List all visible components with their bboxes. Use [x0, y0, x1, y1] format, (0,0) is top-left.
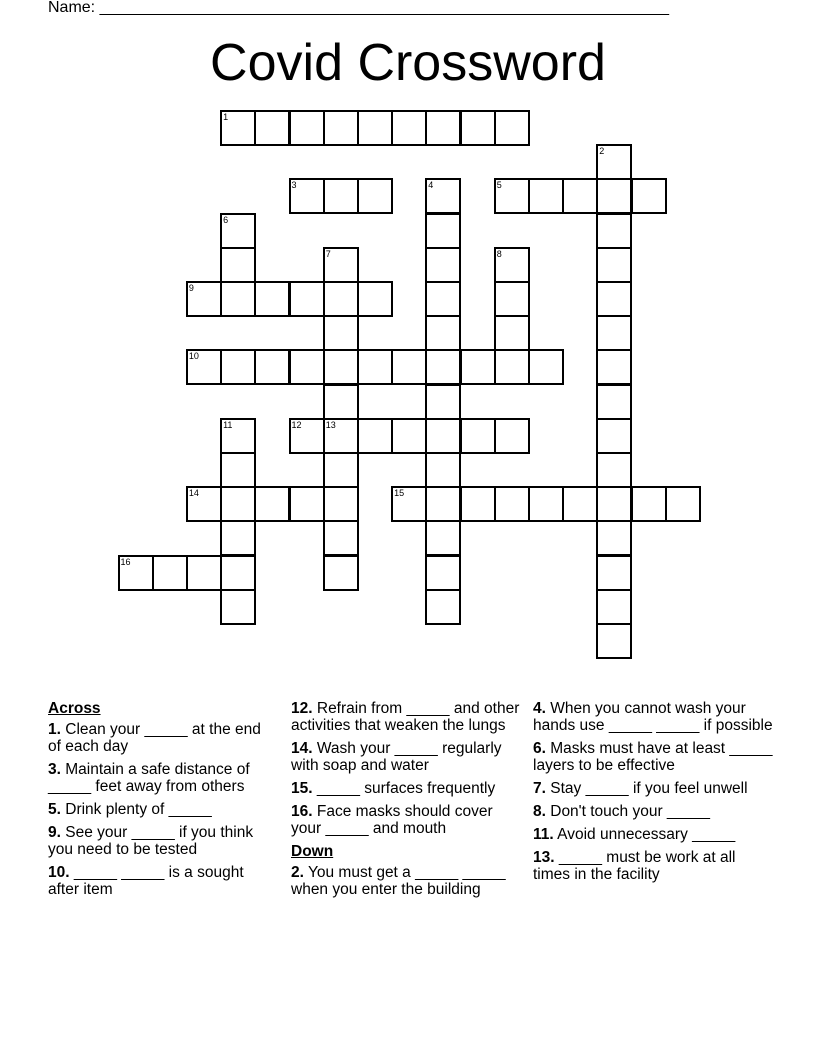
clue-text: Maintain a safe distance of _____ feet away from others	[48, 761, 250, 795]
clue-number: 6	[223, 214, 229, 225]
grid-cell[interactable]	[220, 247, 256, 283]
name-line[interactable]: Name: ________________________________________________________________	[48, 0, 670, 16]
grid-cell[interactable]	[425, 589, 461, 625]
clue-number-label: 4.	[533, 700, 546, 717]
grid-cell[interactable]	[323, 418, 359, 454]
grid-cell[interactable]	[118, 555, 154, 591]
grid-cell[interactable]	[528, 178, 564, 214]
clue-number-label: 16.	[291, 803, 313, 820]
clue-number: 9	[188, 283, 194, 293]
clue-number-label: 15.	[291, 780, 313, 797]
clue-number-label: 5.	[48, 801, 61, 818]
grid-cell[interactable]	[596, 555, 632, 591]
grid-cell[interactable]	[323, 281, 359, 317]
clue-text: _____ _____ is a sought after item	[48, 864, 244, 898]
clue-text: _____ must be work at all times in the facility	[533, 849, 736, 883]
clue-column-2	[291, 700, 526, 904]
grid-cell[interactable]	[528, 486, 564, 522]
clue-number-label: 10.	[48, 864, 70, 881]
clue-number: 11	[223, 419, 233, 430]
grid-cell[interactable]	[323, 110, 359, 146]
grid-cell[interactable]	[357, 281, 393, 317]
clue-number: 8	[496, 248, 502, 259]
clue	[48, 864, 278, 898]
grid-cell[interactable]	[186, 555, 222, 591]
clue-number-label: 1.	[48, 721, 61, 738]
grid-cell[interactable]	[152, 555, 188, 591]
grid-cell[interactable]	[596, 315, 632, 351]
grid-cell[interactable]	[357, 178, 393, 214]
grid-cell[interactable]	[631, 178, 667, 214]
grid-cell[interactable]	[494, 110, 530, 146]
grid-cell[interactable]	[562, 486, 598, 522]
grid-cell[interactable]	[494, 247, 530, 283]
clue	[533, 849, 773, 883]
clue-number: 16	[120, 556, 131, 567]
clue-text: Refrain from _____ and other activities that weaken the lungs	[291, 700, 520, 734]
grid-cell[interactable]	[220, 486, 256, 522]
grid-cell[interactable]	[494, 349, 530, 385]
grid-cell[interactable]	[323, 486, 359, 522]
grid-cell[interactable]	[425, 486, 461, 522]
clue-number: 2	[599, 146, 605, 157]
grid-cell[interactable]	[323, 247, 359, 283]
clue-number: 12	[291, 419, 302, 430]
grid-cell[interactable]	[425, 247, 461, 283]
grid-cell[interactable]	[220, 589, 256, 625]
grid-cell[interactable]	[289, 281, 325, 317]
grid-cell[interactable]	[220, 452, 256, 488]
grid-cell[interactable]	[596, 247, 632, 283]
grid-cell[interactable]	[220, 349, 256, 385]
grid-cell[interactable]	[596, 623, 632, 659]
clue-text: Masks must have at least _____ layers to be effective	[533, 740, 773, 774]
grid-cell[interactable]	[631, 486, 667, 522]
grid-cell[interactable]	[596, 384, 632, 420]
clue-column-3	[533, 700, 773, 889]
grid-cell[interactable]	[460, 349, 496, 385]
clue	[533, 803, 773, 820]
grid-cell[interactable]	[460, 486, 496, 522]
grid-cell[interactable]	[323, 315, 359, 351]
grid-cell[interactable]	[596, 281, 632, 317]
grid-cell[interactable]	[425, 281, 461, 317]
page-title: Covid Crossword	[210, 34, 606, 92]
clue-number: 5	[496, 180, 502, 191]
clue-number: 14	[188, 488, 199, 499]
grid-cell[interactable]	[357, 349, 393, 385]
clue	[291, 740, 526, 774]
grid-cell[interactable]	[460, 418, 496, 454]
grid-cell[interactable]	[425, 349, 461, 385]
grid-cell[interactable]	[494, 315, 530, 351]
grid-cell[interactable]	[323, 452, 359, 488]
grid-cell[interactable]	[220, 213, 256, 249]
clue-number: 13	[325, 419, 336, 430]
grid-cell[interactable]	[220, 418, 256, 454]
grid-cell[interactable]	[357, 110, 393, 146]
grid-cell[interactable]	[562, 178, 598, 214]
clue-text: Avoid unnecessary _____	[553, 826, 736, 843]
grid-cell[interactable]	[289, 110, 325, 146]
grid-cell[interactable]	[665, 486, 701, 522]
grid-cell[interactable]	[596, 213, 632, 249]
clue-number-label: 13.	[533, 849, 555, 866]
clue-number-label: 14.	[291, 740, 313, 757]
grid-cell[interactable]	[596, 178, 632, 214]
clue	[533, 826, 773, 843]
grid-cell[interactable]	[425, 418, 461, 454]
grid-cell[interactable]	[220, 110, 256, 146]
clue-number-label: 9.	[48, 824, 61, 841]
clue	[48, 761, 278, 795]
grid-cell[interactable]	[289, 418, 325, 454]
grid-cell[interactable]	[323, 349, 359, 385]
grid-cell[interactable]	[391, 418, 427, 454]
grid-cell[interactable]	[391, 486, 427, 522]
clue-text: See your _____ if you think you need to be tested	[48, 824, 254, 858]
clue-number-label: 8.	[533, 803, 546, 820]
clue-number-label: 7.	[533, 780, 546, 797]
clue-text: Wash your _____ regularly with soap and water	[291, 740, 502, 774]
clue-number: 1	[223, 112, 229, 122]
clue	[48, 801, 278, 818]
grid-cell[interactable]	[323, 178, 359, 214]
clue-number: 4	[428, 180, 434, 191]
grid-cell[interactable]	[254, 281, 290, 317]
clue	[533, 740, 773, 774]
clue-number: 7	[325, 248, 331, 259]
grid-cell[interactable]	[425, 178, 461, 214]
down-heading: Down	[291, 843, 334, 860]
grid-cell[interactable]	[494, 486, 530, 522]
clue-text: Don't touch your _____	[545, 803, 711, 820]
grid-cell[interactable]	[596, 349, 632, 385]
clue-text: Clean your _____ at the end of each day	[48, 721, 261, 755]
grid-cell[interactable]	[425, 315, 461, 351]
clue-number: 15	[394, 488, 405, 499]
clue-number-label: 11.	[533, 826, 554, 843]
grid-cell[interactable]	[425, 520, 461, 556]
grid-cell[interactable]	[391, 110, 427, 146]
grid-cell[interactable]	[323, 520, 359, 556]
grid-cell[interactable]	[425, 384, 461, 420]
clue	[291, 780, 526, 797]
clue	[533, 780, 773, 797]
clue-text: _____ surfaces frequently	[312, 780, 496, 797]
grid-cell[interactable]	[186, 486, 222, 522]
grid-cell[interactable]	[323, 555, 359, 591]
clue-text: Face masks should cover your _____ and mouth	[291, 803, 493, 837]
clue-column-1	[48, 700, 278, 904]
clue-number-label: 2.	[291, 864, 304, 881]
grid-cell[interactable]	[494, 281, 530, 317]
grid-cell[interactable]	[528, 349, 564, 385]
grid-cell[interactable]	[254, 349, 290, 385]
grid-cell[interactable]	[186, 281, 222, 317]
clue	[291, 864, 526, 898]
clue	[48, 721, 278, 755]
clue-number: 3	[291, 180, 297, 191]
grid-cell[interactable]	[460, 110, 496, 146]
clue	[291, 700, 526, 734]
across-heading: Across	[48, 700, 101, 717]
clue	[48, 824, 278, 858]
grid-cell[interactable]	[596, 452, 632, 488]
clue-number-label: 6.	[533, 740, 546, 757]
grid-cell[interactable]	[289, 486, 325, 522]
grid-cell[interactable]	[220, 281, 256, 317]
grid-cell[interactable]	[596, 486, 632, 522]
grid-cell[interactable]	[425, 555, 461, 591]
clue-text: Drink plenty of _____	[60, 801, 212, 818]
grid-cell[interactable]	[596, 520, 632, 556]
grid-cell[interactable]	[391, 349, 427, 385]
grid-cell[interactable]	[357, 418, 393, 454]
clue-number-label: 12.	[291, 700, 313, 717]
grid-cell[interactable]	[425, 452, 461, 488]
grid-cell[interactable]	[220, 555, 256, 591]
grid-cell[interactable]	[289, 349, 325, 385]
grid-cell[interactable]	[596, 418, 632, 454]
clue-number: 10	[188, 351, 199, 362]
grid-cell[interactable]	[186, 349, 222, 385]
grid-cell[interactable]	[220, 520, 256, 556]
grid-cell[interactable]	[494, 418, 530, 454]
grid-cell[interactable]	[425, 110, 461, 146]
grid-cell[interactable]	[425, 213, 461, 249]
clue-text: You must get a _____ _____ when you enter the building	[291, 864, 506, 898]
clue	[291, 803, 526, 837]
clue-number-label: 3.	[48, 761, 61, 778]
grid-cell[interactable]	[596, 144, 632, 180]
grid-cell[interactable]	[323, 384, 359, 420]
grid-cell[interactable]	[596, 589, 632, 625]
clue-text: Stay _____ if you feel unwell	[545, 780, 748, 797]
grid-cell[interactable]	[254, 110, 290, 146]
grid-cell[interactable]	[494, 178, 530, 214]
clue	[533, 700, 773, 734]
grid-cell[interactable]	[254, 486, 290, 522]
clue-text: When you cannot wash your hands use _____ _____ if possible	[533, 700, 773, 734]
grid-cell[interactable]	[289, 178, 325, 214]
